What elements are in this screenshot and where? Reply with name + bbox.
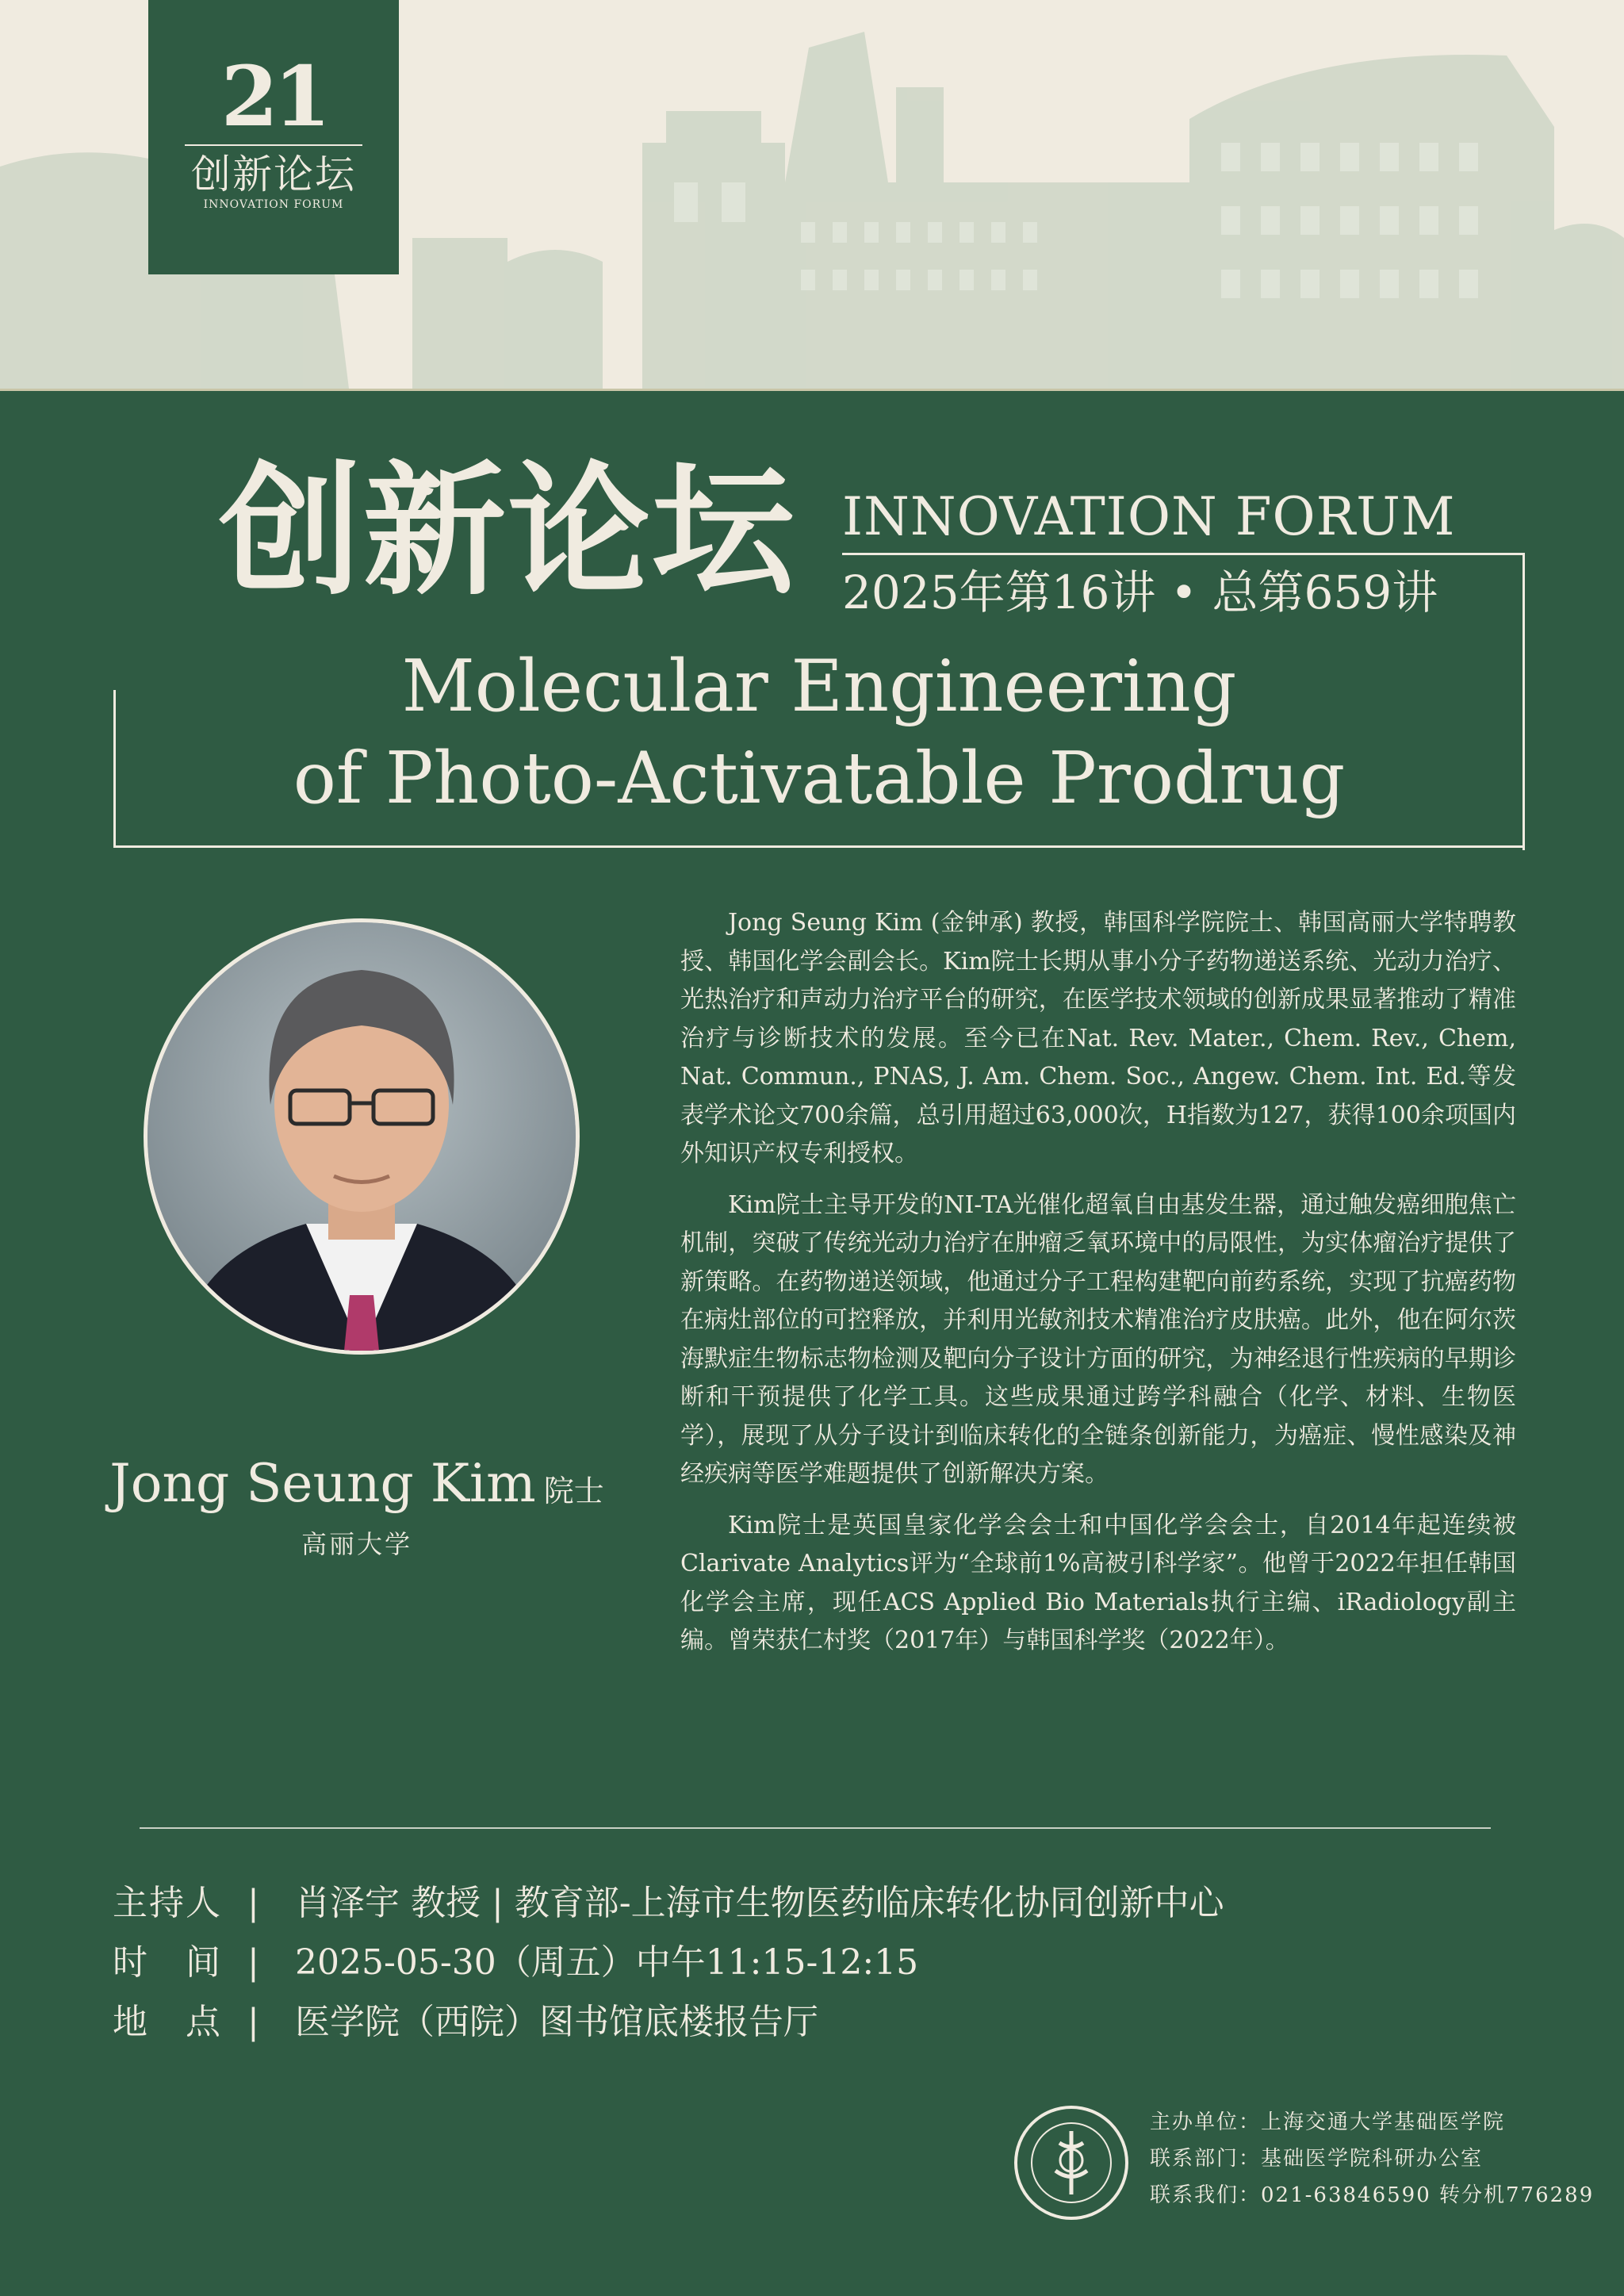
speaker-biography [680,904,1516,1673]
department-text: 联系部门：基础医学院科研办公室 [1150,2147,1484,2171]
logo-name-en: INNOVATION FORUM [203,198,344,211]
bio-paragraph-1: Jong Seung Kim (金钟承) 教授，韩国科学院院士、韩国高丽大学特聘教授、韩国化学会副会长。Kim院士长期从事小分子药物递送系统、光动力治疗、光热治疗和声动力治疗平台的研究，在医学技术领域的创新成果显著推动了精准治疗与诊断技术的发展。至今已在Nat. Rev. Mater., Chem. Rev., Chem, Nat. Commun., PNAS, J. Am. Chem. Soc., Angew. Chem. Int. Ed.等发表学术论文700余篇，总引用超过63,000次，H指数为127，获得100余项国内外知识产权专利授权。 [680,909,1516,1167]
logo-number: 21 [220,48,327,145]
place-separator: | [247,2002,259,2042]
forum-logo [148,0,399,274]
bio-paragraph-2: Kim院士主导开发的NI-TA光催化超氧自由基发生器，通过触发癌细胞焦亡机制，突破了传统光动力治疗在肿瘤乏氧环境中的局限性，为实体瘤治疗提供了新策略。在药物递送领域，他通过分子工程构建靶向前药系统，实现了抗癌药物在病灶部位的可控释放，并利用光敏剂技术精准治疗皮肤癌。此外，他在阿尔茨海默症生物标志物检测及靶向分子设计方面的研究，为神经退行性疾病的早期诊断和干预提供了化学工具。这些成果通过跨学科融合（化学、材料、生物医学），展现了从分子设计到临床转化的全链条创新能力，为癌症、慢性感染及神经疾病等医学难题提供了创新解决方案。 [680,1190,1516,1488]
speaker-name-block [95,1453,619,1514]
session-number: 2025年第16讲 • 总第659讲 [842,565,1438,619]
place-row [113,1999,818,2046]
section-divider [140,1827,1491,1829]
time-separator: | [247,1942,259,1983]
host-label: 主持人 [113,1883,222,1923]
host-separator: | [247,1883,259,1923]
speaker-title: 院士 [543,1474,604,1508]
time-row [113,1939,918,1987]
place-value: 医学院（西院）图书馆底楼报告厅 [295,2002,818,2042]
contact-text: 联系我们：021-63846590 转分机776289 [1150,2183,1595,2207]
lecture-title-line-2: of Photo-Activatable Prodrug [293,737,1346,820]
host-row [113,1880,1224,1927]
place-label: 地 点 [113,2002,222,2042]
time-value: 2025-05-30（周五）中午11:15-12:15 [295,1942,919,1983]
host-value: 肖泽宇 教授 | 教育部-上海市生物医药临床转化协同创新中心 [295,1883,1224,1923]
organizer-text: 主办单位：上海交通大学基础医学院 [1150,2110,1506,2134]
forum-title-cn: 创新论坛 [219,447,797,615]
bio-paragraph-3: Kim院士是英国皇家化学会会士和中国化学会会士，自2014年起连续被Clarivate Analytics评为“全球前1%高被引科学家”。他曾于2022年担任韩国化学会主席，现任ACS Applied Bio Materials执行主编、iRadiology副主编。曾荣获仁村奖（2017年）与韩国科学奖（2022年）。 [680,1511,1516,1654]
speaker-portrait-illustration [147,922,576,1351]
lecture-title-line-1: Molecular Engineering [401,645,1237,728]
university-seal-icon [1012,2103,1131,2222]
speaker-name: Jong Seung Kim [109,1453,536,1514]
logo-name-cn: 创新论坛 [191,151,356,197]
speaker-photo [144,918,580,1355]
speaker-affiliation: 高丽大学 [301,1529,412,1559]
forum-title-en: INNOVATION FORUM [842,486,1456,547]
logo-rule [185,144,362,146]
time-label: 时 间 [113,1942,222,1983]
header-banner [0,0,1624,391]
